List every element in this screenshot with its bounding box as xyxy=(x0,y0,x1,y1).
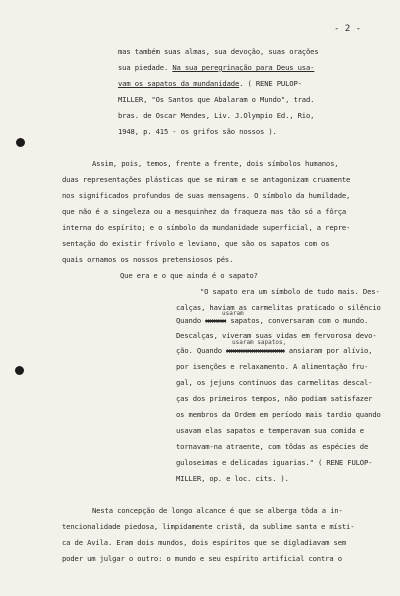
paragraph-line: Nesta concepção de longo alcance é que se alberga tôda a in- xyxy=(92,506,343,515)
paragraph-line: quais ornamos os nossos pretensiosos pés. xyxy=(62,255,234,264)
quote1-line: bras. de Oscar Mendes, Liv. J.Olympio Ed., Rio, xyxy=(118,111,315,120)
quote1-underlined-text: vam os sapatos da mundanidade xyxy=(118,79,240,88)
paragraph-line: Assim, pois, temos, frente a frente, dois símbolos humanos, xyxy=(92,159,339,168)
quote2-text: ansiaram por alívio, xyxy=(284,346,373,355)
quote2-line: ças dos primeiros tempos, não podiam satisfazer xyxy=(176,394,373,403)
paragraph-line: nos significados profundos de suas mensagens. O símbolo da humildade, xyxy=(62,191,351,200)
paragraph-line: que não é a singeleza ou a mesquinhez da fraqueza mas tão só a fôrça xyxy=(62,207,347,216)
quote1-line: MILLER, "Os Santos que Abalaram o Mundo", trad. xyxy=(118,95,315,104)
quote1-text: . ( RENE PULOP- xyxy=(239,79,302,88)
binder-hole-bottom xyxy=(15,366,24,375)
quote2-insertion: usaram sapatos, xyxy=(232,339,287,346)
quote2-text: Quando xyxy=(176,316,206,325)
quote1-underlined-text: Na sua peregrinação para Deus usa- xyxy=(172,63,315,72)
binder-hole-top xyxy=(16,138,25,147)
question-line: Que era e o que ainda é o sapato? xyxy=(120,271,258,280)
quote1-text: sua piedade. xyxy=(118,63,173,72)
quote2-line: tornavam-na atraente, com tôdas as espécies de xyxy=(176,442,369,451)
quote2-insertion: usaram xyxy=(222,310,244,317)
quote2-line: calças, haviam as carmelitas praticado o silêncio xyxy=(176,303,381,312)
quote2-line: MILLER, op. e loc. cits. ). xyxy=(176,474,289,483)
quote1-line: 1948, p. 415 - os grifos são nossos ). xyxy=(118,127,277,136)
quote2-line: por isenções e relaxamento. A alimentação fru- xyxy=(176,362,369,371)
paragraph-line: ca de Avila. Eram dois mundos, dois espíritos que se digladiavam sem xyxy=(62,538,347,547)
quote2-line: "O sapato era um símbolo de tudo mais. Des- xyxy=(200,287,380,296)
quote2-line: guloseimas e delicadas iguarias." ( RENE FULOP- xyxy=(176,458,373,467)
quote2-text: ção. Quando xyxy=(176,346,227,355)
quote1-line xyxy=(118,79,302,88)
paragraph-line: sentação do existir frívolo e leviano, que são os sapatos com os xyxy=(62,239,330,248)
quote2-line: Descalças, viveram suas vidas em fervorosa devo- xyxy=(176,331,377,340)
paragraph-line: poder um julgar o outro: o mundo e seu espírito artificial contra o xyxy=(62,554,342,563)
quote2-line: gal, os jejuns contínuos das carmelitas descal- xyxy=(176,378,373,387)
quote2-line: usavam elas sapatos e temperavam sua comida e xyxy=(176,426,364,435)
quote1-line xyxy=(118,63,314,72)
paragraph-line: duas representações plásticas que se miram e se antagonizam cruamente xyxy=(62,175,351,184)
paragraph-line: interna do espírito; e o símbolo da mundanidade superficial, a repre- xyxy=(62,223,351,232)
paragraph-line: tencionalidade piedosa, limpidamente cristã, da sublime santa e místi- xyxy=(62,522,355,531)
page-number: - 2 - xyxy=(334,24,362,34)
quote2-line: os membros da Ordem em período mais tardio quando xyxy=(176,410,381,419)
quote2-text: sapatos, conversaram com o mundo. xyxy=(226,316,369,325)
quote1-line: mas também suas almas, sua devoção, suas orações xyxy=(118,47,319,56)
quote2-struck-text: xxxxx xyxy=(205,316,227,325)
quote2-line xyxy=(176,346,372,355)
quote2-line xyxy=(176,316,368,325)
quote2-struck-text: xxxxxxxxxxxxxx xyxy=(226,346,285,355)
